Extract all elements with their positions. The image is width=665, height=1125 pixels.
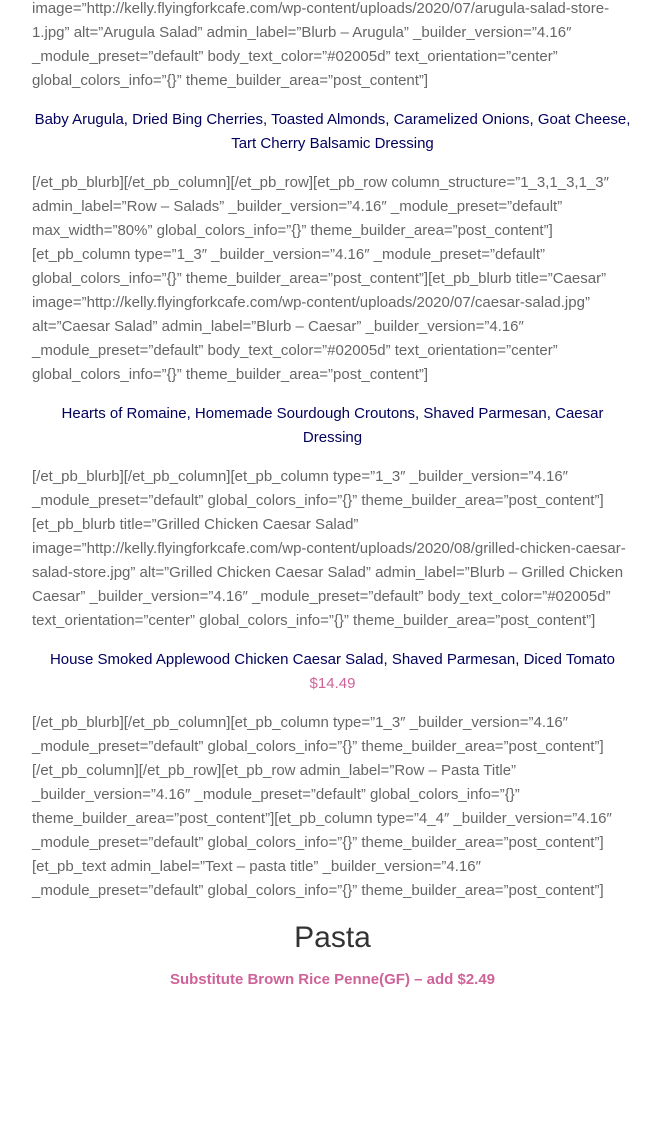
menu-description-arugula: Baby Arugula, Dried Bing Cherries, Toasted Almonds, Caramelized Onions, Goat Cheese, Tart Cherry Balsamic Dressing xyxy=(34,111,631,152)
menu-description-caesar: Hearts of Romaine, Homemade Sourdough Croutons, Shaved Parmesan, Caesar Dressing xyxy=(61,405,604,446)
price-text: $14.49 xyxy=(309,675,356,692)
shortcode-paragraph: [/et_pb_blurb][/et_pb_column][/et_pb_row][et_pb_row column_structure=”1_3,1_3,1_3″ admin_label=”Row – Salads” _builder_version=”4.16″ _module_preset=”default” max_width=”80%” global_colors_info=”{}” theme_builder_area=”post_content”][et_pb_column type=”1_3″ _builder_version=”4.16″ _module_preset=”default” global_colors_info=”{}” theme_builder_area=”post_content”][et_pb_blurb title=”Caesar” image=”http://kelly.flyingforkcafe.com/wp-content/uploads/2020/07/caesar-salad.jpg” alt=”Caesar Salad” admin_label=”Blurb – Caesar” _builder_version=”4.16″ _module_preset=”default” body_text_color=”#02005d” text_orientation=”center” global_colors_info=”{}” theme_builder_area=”post_content”] xyxy=(32,174,609,383)
substitution-note: Substitute Brown Rice Penne(GF) – add $2.49 xyxy=(169,971,496,988)
menu-description-chicken-caesar: House Smoked Applewood Chicken Caesar Salad, Shaved Parmesan, Diced Tomato xyxy=(49,651,616,668)
shortcode-paragraph: [/et_pb_blurb][/et_pb_column][et_pb_column type=”1_3″ _builder_version=”4.16″ _module_preset=”default” global_colors_info=”{}” theme_builder_area=”post_content”][/et_pb_column][/et_pb_row][et_pb_row admin_label=”Row – Pasta Title” _builder_version=”4.16″ _module_preset=”default” global_colors_info=”{}” theme_builder_area=”post_content”][et_pb_column type=”4_4″ _builder_version=”4.16″ _module_preset=”default” global_colors_info=”{}” theme_builder_area=”post_content”][et_pb_text admin_label=”Text – pasta title” _builder_version=”4.16″ _module_preset=”default” global_colors_info=”{}” theme_builder_area=”post_content”] xyxy=(32,714,612,899)
shortcode-paragraph: image=”http://kelly.flyingforkcafe.com/wp-content/uploads/2020/07/arugula-salad-store-1.jpg” alt=”Arugula Salad” admin_label=”Blurb – Arugula” _builder_version=”4.16″ _module_preset=”default” body_text_color=”#02005d” text_orientation=”center” global_colors_info=”{}” theme_builder_area=”post_content”] xyxy=(32,0,610,89)
shortcode-paragraph: [/et_pb_blurb][/et_pb_column][et_pb_column type=”1_3″ _builder_version=”4.16″ _module_preset=”default” global_colors_info=”{}” theme_builder_area=”post_content”][et_pb_blurb title=”Grilled Chicken Caesar Salad” image=”http://kelly.flyingforkcafe.com/wp-content/uploads/2020/08/grilled-chicken-caesar-salad-store.jpg” alt=”Grilled Chicken Caesar Salad” admin_label=”Blurb – Grilled Chicken Caesar” _builder_version=”4.16″ _module_preset=”default” body_text_color=”#02005d” text_orientation=”center” global_colors_info=”{}” theme_builder_area=”post_content”] xyxy=(32,468,626,629)
page-title-pasta: Pasta xyxy=(294,921,371,954)
